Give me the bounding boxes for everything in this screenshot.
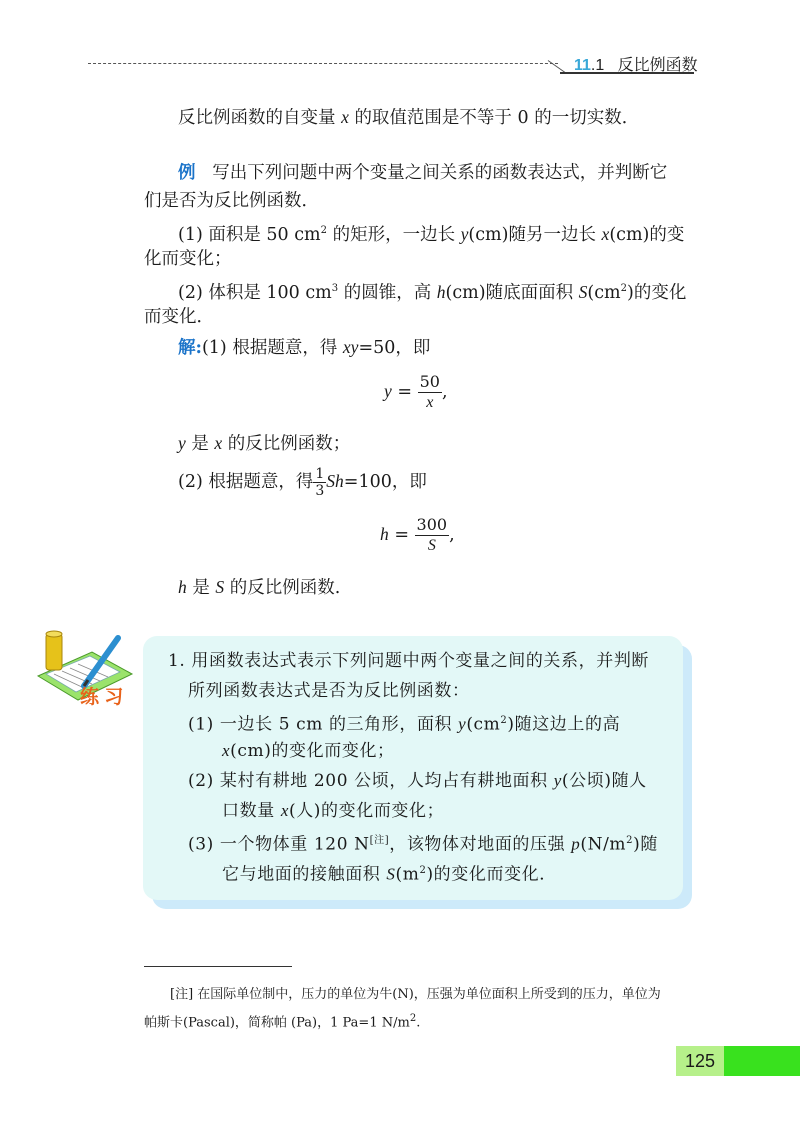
example-label: 例 <box>178 163 196 183</box>
page-number: 125 <box>676 1046 724 1076</box>
formula-2: h = $\frac{300}{S}$ , <box>380 515 455 554</box>
solution-conclusion1: y 是 x 的反比例函数； <box>178 433 351 454</box>
one-third-fraction: $\frac{1}{3}$ <box>315 466 325 499</box>
header-dashed-rule <box>88 63 558 64</box>
section-title: 反比例函数 <box>617 57 698 74</box>
solution-step1: 解:(1) 根据题意，得 xy=50，即 <box>178 337 431 358</box>
example-q1-line1: (1) 面积是 50 $cm^2$ 的矩形，一边长 y(cm)随另一边长 x(cm)的变 <box>178 223 685 245</box>
solution-step2: (2) 根据题意，得 $\frac{1}{3}$ Sh=100，即 <box>178 466 427 499</box>
formula-1-fraction: $\frac{50}{x}$ <box>419 372 440 411</box>
section-number: 11 <box>574 57 591 74</box>
exercise-item3-line2: 它与地面的接触面积 $S(m^2)$的变化而变化． <box>222 864 557 885</box>
example-q2-line1: (2) 体积是 100 $cm^3$ 的圆锥，高 h(cm)随底面面积 $S(cm^2)$的变化 <box>178 281 687 303</box>
example-q1-line2: 化而变化； <box>144 249 232 269</box>
exercise-item2-line1: (2) 某村有耕地 200 公顷，人均占有耕地面积 y(公顷)随人 <box>188 771 647 791</box>
section-header <box>574 52 698 75</box>
exercise-badge: 练 习 <box>80 687 124 708</box>
exercise-item3-line1: (3) 一个物体重 120 N[注]，该物体对地面的压强 $p(N/m^2)$随 <box>188 834 658 855</box>
exercise-item1-line1: (1) 一边长 5 cm 的三角形，面积 $y(cm^2)$随这边上的高 <box>188 714 621 735</box>
footnote-rule <box>144 966 292 967</box>
footnote-marker: [注] <box>369 835 390 846</box>
section-subnumber: .1 <box>590 57 605 74</box>
exercise-prompt-line2: 所列函数表达式是否为反比例函数： <box>188 681 470 701</box>
example-statement-line1: 例 写出下列问题中两个变量之间关系的函数表达式，并判断它 <box>178 163 668 183</box>
footnote-line2: 帕斯卡(Pascal)，简称帕 (Pa)，1 Pa=1 $N/m^2$. <box>144 1013 421 1031</box>
intro-line: 反比例函数的自变量 x 的取值范围是不等于 0 的一切实数． <box>178 107 640 128</box>
formula-1: y = $\frac{50}{x}$ , <box>384 372 448 411</box>
exercise-item1-line2: x(cm)的变化而变化； <box>222 741 395 761</box>
solution-conclusion2: h 是 S 的反比例函数. <box>178 577 341 598</box>
formula-2-fraction: $\frac{300}{S}$ <box>416 515 448 554</box>
example-statement-line2: 们是否为反比例函数． <box>144 191 319 211</box>
example-q2-line2: 而变化． <box>144 307 214 327</box>
footnote-line1: [注] 在国际单位制中，压力的单位为牛(N)，压强为单位面积上所受到的压力，单位为 <box>170 987 661 1002</box>
exercise-prompt-line1: 1. 用函数表达式表示下列问题中两个变量之间的关系，并判断 <box>168 651 650 671</box>
solution-label: 解: <box>178 338 202 358</box>
exercise-item2-line2: 口数量 x(人)的变化而变化； <box>222 801 445 821</box>
